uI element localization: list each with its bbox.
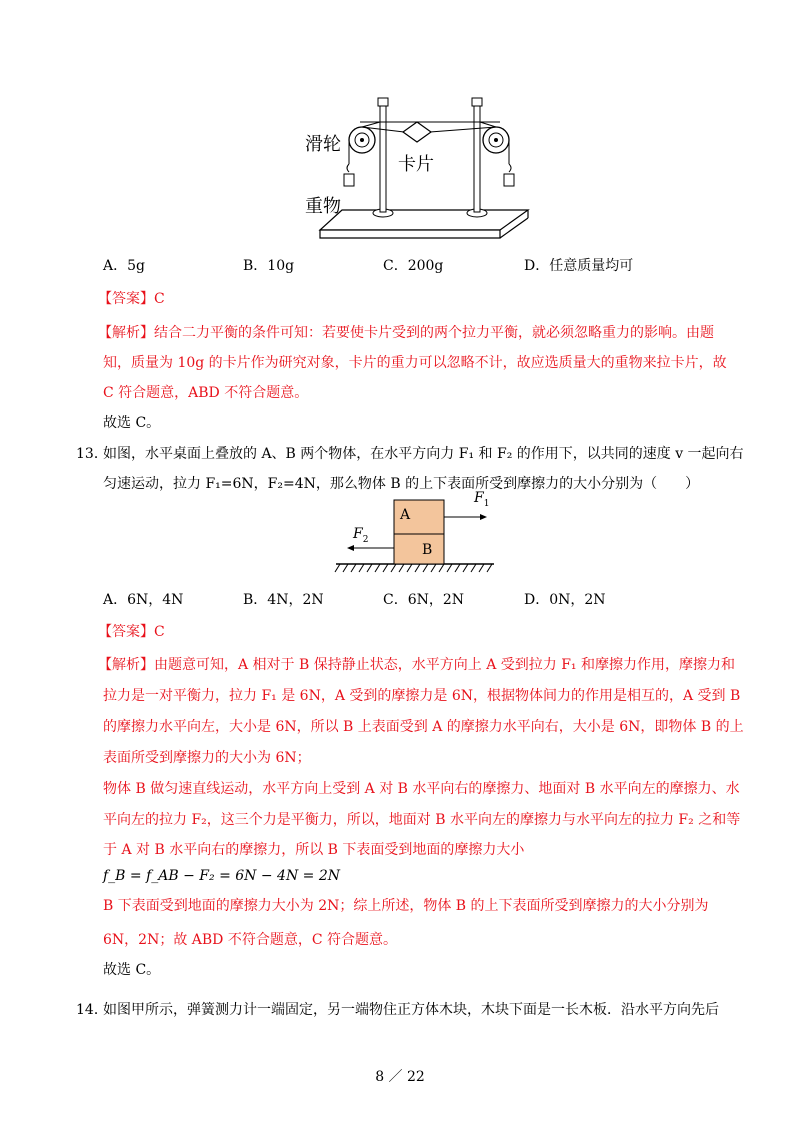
q13-conclusion: 故选 C。 [103,962,161,978]
f1-subscript: 1 [483,498,490,509]
card-label: 卡片 [398,154,434,175]
q12-option-a: A．5g [103,258,145,274]
weight-label: 重物 [305,196,341,217]
q14-number: 14． [76,1002,108,1018]
q13-analysis-line-6: 平向左的拉力 F₂，这三个力是平衡力，所以，地面对 B 水平向左的摩擦力与水平向左的拉力 F₂ 之和等 [103,812,741,828]
q13-formula: f_B = f_AB − F₂ = 6N − 4N = 2N [103,868,341,884]
q12-option-b: B．10g [243,258,295,274]
q13-analysis2-line-1: B 下表面受到地面的摩擦力大小为 2N；综上所述，物体 B 的上下表面所受到摩擦力的大小分别为 [103,898,709,914]
q13-option-d: D．0N，2N [524,592,606,608]
q13-answer: 【答案】C [98,624,165,640]
q13-option-b: B．4N，2N [243,592,324,608]
f1-label [474,490,489,509]
block-b [394,534,444,564]
pulley-label: 滑轮 [305,134,341,155]
q13-number: 13． [76,446,108,462]
q12-analysis-line-2: 知，质量为 10g 的卡片作为研究对象，卡片的重力可以忽略不计，故应选质量大的重物来拉卡片，故 [103,355,727,371]
q13-analysis-line-3: 的摩擦力水平向左，大小是 6N，所以 B 上表面受到 A 的摩擦力水平向右，大小是 6N，即物体 B 的上 [103,719,744,735]
q12-option-d: D．任意质量均可 [524,258,634,274]
q12-conclusion: 故选 C。 [103,415,161,431]
q13-stem-line-2: 匀速运动，拉力 F₁=6N，F₂=4N，那么物体 B 的上下表面所受到摩擦力的大小分别为（ ） [103,476,700,492]
q13-stem-line-1: 如图，水平桌面上叠放的 A、B 两个物体，在水平方向力 F₁ 和 F₂ 的作用下，以共同的速度 v 一起向右 [103,446,744,462]
q13-analysis-line-4: 表面所受到摩擦力的大小为 6N； [103,750,311,766]
q12-answer: 【答案】C [98,291,165,307]
q13-analysis-line-7: 于 A 对 B 水平向右的摩擦力，所以 B 下表面受到地面的摩擦力大小 [103,842,525,858]
block-b-label: B [422,542,433,558]
page-number: 8 ／ 22 [375,1069,425,1085]
q14-stem-line-1: 如图甲所示，弹簧测力计一端固定，另一端物住正方体木块，木块下面是一长木板．沿水平方向先后 [103,1002,719,1018]
f2-letter: F [353,526,363,542]
q13-option-a: A．6N，4N [103,592,184,608]
q12-option-c: C．200g [383,258,444,274]
f2-label [353,526,368,545]
q13-analysis-line-2: 拉力是一对平衡力，拉力 F₁ 是 6N，A 受到的摩擦力是 6N，根据物体间力的作用是相互的，A 受到 B [103,688,741,704]
f2-subscript: 2 [362,534,369,545]
q13-option-c: C．6N，2N [383,592,465,608]
q13-analysis-line-5: 物体 B 做匀速直线运动，水平方向上受到 A 对 B 水平向右的摩擦力、地面对 B 水平向左的摩擦力、水 [103,781,740,797]
q13-analysis-line-1: 【解析】由题意可知，A 相对于 B 保持静止状态，水平方向上 A 受到拉力 F₁ 和摩擦力作用，摩擦力和 [98,657,735,673]
block-a-label: A [400,507,411,523]
q12-analysis-line-3: C 符合题意，ABD 不符合题意。 [103,385,309,401]
q13-analysis2-line-2: 6N，2N；故 ABD 不符合题意，C 符合题意。 [103,932,397,948]
q12-analysis-line-1: 【解析】结合二力平衡的条件可知：若要使卡片受到的两个拉力平衡，就必须忽略重力的影响。由题 [98,325,714,341]
f1-letter: F [474,490,484,506]
